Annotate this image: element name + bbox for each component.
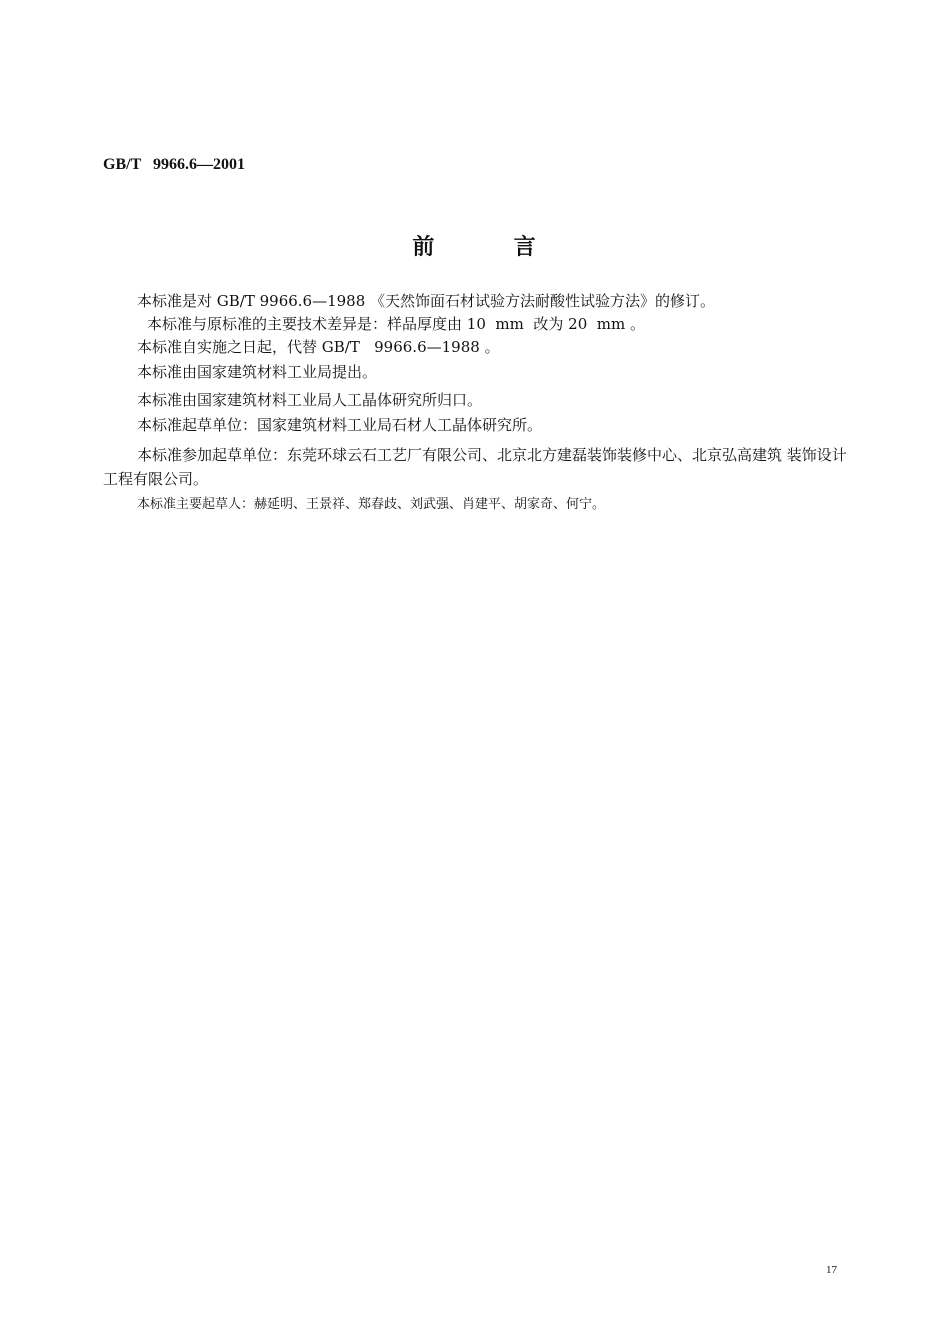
paragraph-text: 本标准主要起草人：赫延明、王景祥、郑春歧、刘武强、肖建平、胡家奇、何宁。 [137,497,606,512]
page-number: 17 [826,1264,837,1276]
paragraph-revision [103,290,848,312]
paragraph-drafters [103,494,848,516]
paragraph-replacement [103,336,848,358]
paragraph-text: 本标准由国家建筑材料工业局人工晶体研究所归口。 [137,391,483,409]
paragraph-managed-by [103,389,848,411]
page-title: 前 言 [412,235,538,260]
paragraph-differences [103,313,848,335]
paragraph-text: 本标准与原标准的主要技术差异是：样品厚度由 10 mm 改为 20 mm 。 [147,315,645,333]
standard-code: GB/T 9966.6—2001 [103,156,245,173]
paragraph-text: 本标准起草单位：国家建筑材料工业局石材人工晶体研究所。 [137,416,543,434]
paragraph-text: 本标准是对 GB/T 9966.6—1988 《天然饰面石材试验方法耐酸性试验方法》的修订。 [137,292,716,310]
paragraph-participating-units: 本标准参加起草单位：东莞环球云石工艺厂有限公司、北京北方建磊装饰装修中心、北京弘高建筑 装饰设计工程有限公司。 [103,446,847,488]
paragraph-text: 本标准由国家建筑材料工业局提出。 [137,363,378,381]
paragraph-proposed-by [103,361,848,383]
paragraph-drafting-unit [103,414,848,436]
paragraph-text: 本标准自实施之日起，代替 GB/T 9966.6—1988 。 [137,338,500,356]
